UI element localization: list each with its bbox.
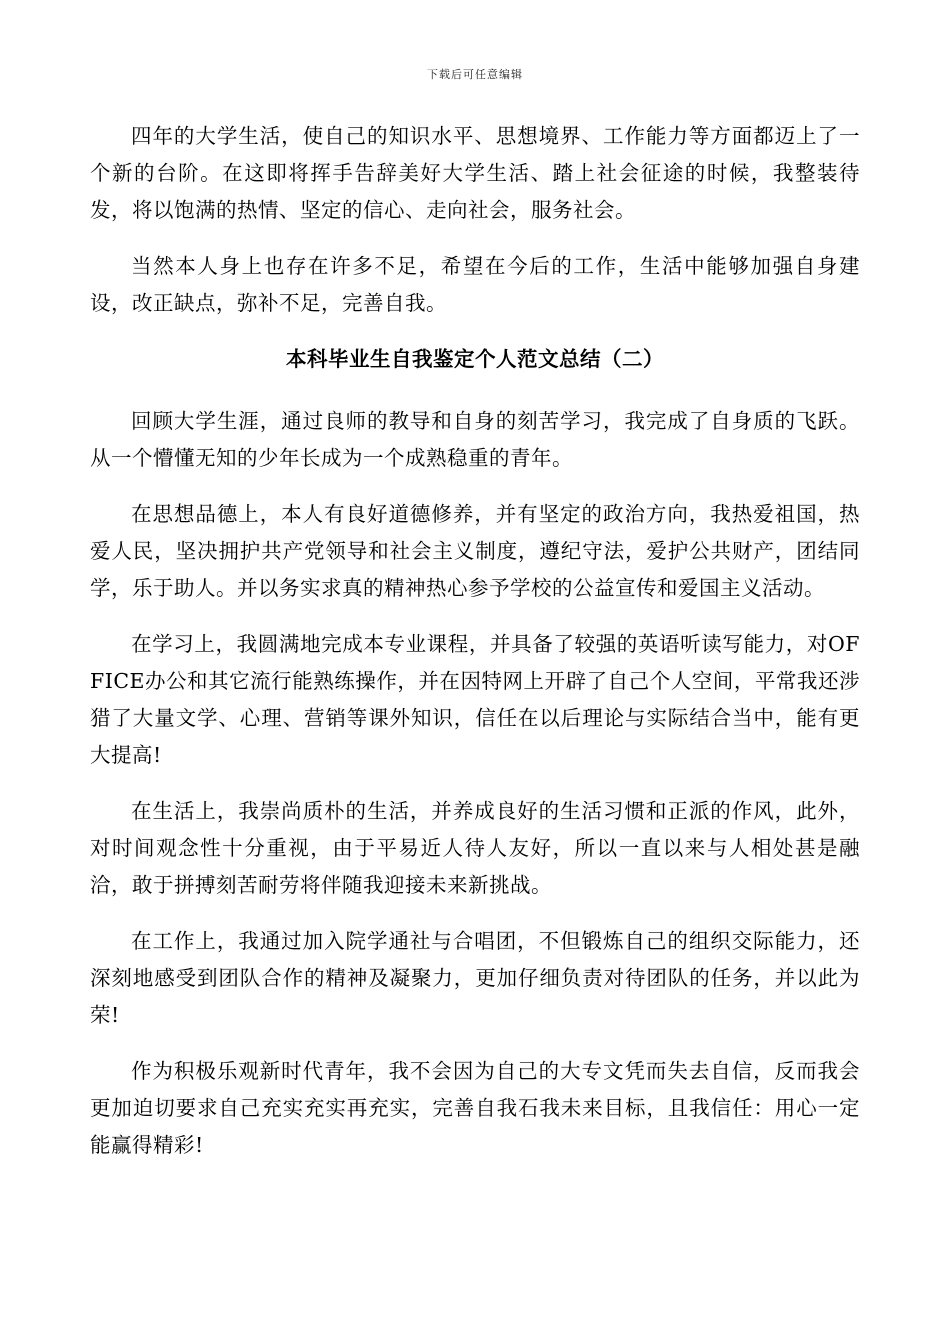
paragraph: 在工作上，我通过加入院学通社与合唱团，不但锻炼自己的组织交际能力，还深刻地感受到团队合作的精神及凝聚力，更加仔细负责对待团队的任务，并以此为荣! bbox=[90, 929, 860, 1027]
header-note: 下载后可任意编辑 bbox=[427, 68, 523, 81]
paragraph: 当然本人身上也存在许多不足，希望在今后的工作，生活中能够加强自身建设，改正缺点，弥补不足，完善自我。 bbox=[90, 254, 860, 315]
paragraph: 作为积极乐观新时代青年，我不会因为自己的大专文凭而失去自信，反而我会更加迫切要求自己充实充实再充实，完善自我石我未来目标，且我信任：用心一定能赢得精彩! bbox=[90, 1059, 860, 1157]
paragraph: 回顾大学生涯，通过良师的教导和自身的刻苦学习，我完成了自身质的飞跃。从一个懵懂无知的少年长成为一个成熟稳重的青年。 bbox=[90, 409, 860, 470]
paragraph: 四年的大学生活，使自己的知识水平、思想境界、工作能力等方面都迈上了一个新的台阶。在这即将挥手告辞美好大学生活、踏上社会征途的时候，我整装待发，将以饱满的热情、坚定的信心、走向社会，服务社会。 bbox=[90, 124, 860, 222]
paragraph: 在学习上，我圆满地完成本专业课程，并具备了较强的英语听读写能力，对OFFICE办公和其它流行能熟练操作，并在因特网上开辟了自己个人空间，平常我还涉猎了大量文学、心理、营销等课外知识，信任在以后理论与实际结合当中，能有更大提高! bbox=[90, 632, 860, 767]
paragraph: 在思想品德上，本人有良好道德修养，并有坚定的政治方向，我热爱祖国，热爱人民，坚决拥护共产党领导和社会主义制度，遵纪守法，爱护公共财产，团结同学，乐于助人。并以务实求真的精神热心参予学校的公益宣传和爱国主义活动。 bbox=[90, 502, 860, 600]
section-title: 本科毕业生自我鉴定个人范文总结（二） bbox=[286, 347, 664, 371]
document-body bbox=[90, 118, 860, 1183]
paragraph: 在生活上，我崇尚质朴的生活，并养成良好的生活习惯和正派的作风，此外，对时间观念性十分重视，由于平易近人待人友好，所以一直以来与人相处甚是融洽，敢于拼搏刻苦耐劳将伴随我迎接未来新挑战。 bbox=[90, 799, 860, 897]
